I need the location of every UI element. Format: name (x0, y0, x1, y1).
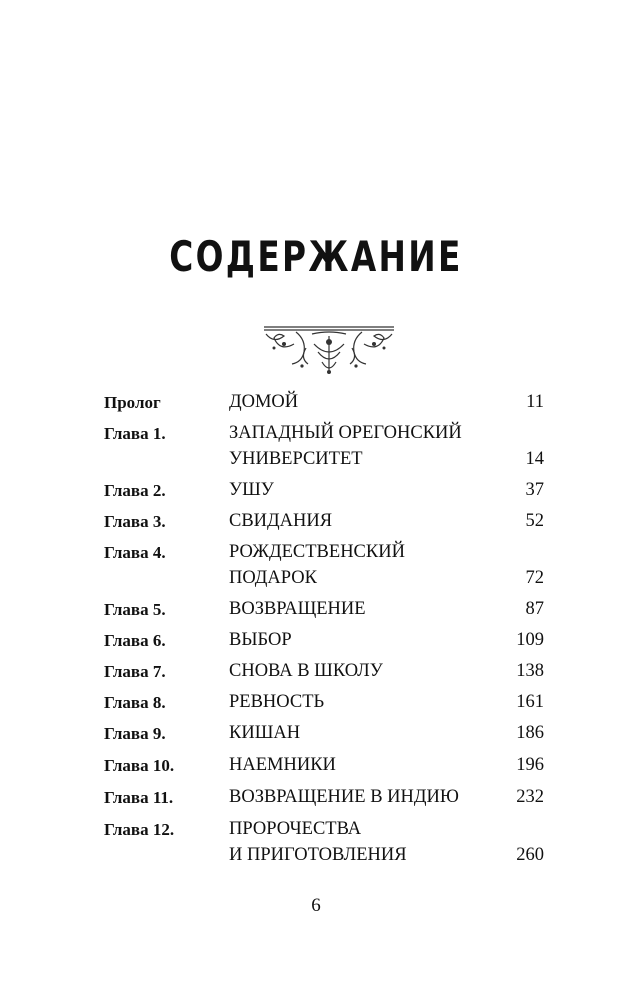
toc-entry-title: СВИДАНИЯ (229, 511, 333, 531)
toc-entry-title: КИШАН (229, 723, 301, 743)
toc-entry-page: 14 (525, 449, 544, 469)
toc-entry-page: 72 (525, 568, 544, 588)
toc-entry-page: 52 (525, 511, 544, 531)
toc-entry-page: 37 (525, 480, 544, 500)
toc-entry-label: Глава 8. (104, 693, 166, 712)
toc-entry-label: Глава 10. (104, 756, 175, 775)
toc-entry-title: ВОЗВРАЩЕНИЕ В ИНДИЮ (229, 787, 459, 807)
toc-entry-title: НАЕМНИКИ (229, 755, 336, 775)
page-number: 6 (311, 895, 321, 916)
toc-entry-title: ПРОРОЧЕСТВА (229, 819, 362, 839)
toc-entry-page: 196 (516, 755, 544, 775)
toc-entry-label: Глава 4. (104, 543, 166, 562)
toc-entry-title: ВЫБОР (229, 630, 292, 650)
toc-entry-label: Глава 7. (104, 662, 166, 681)
toc-entry-title: СНОВА В ШКОЛУ (229, 661, 383, 681)
toc-entry-title: РОЖДЕСТВЕНСКИЙ (229, 542, 405, 562)
toc-entry-page: 161 (516, 692, 544, 712)
toc-entry-label: Глава 11. (104, 788, 174, 807)
toc-entry-title: УНИВЕРСИТЕТ (229, 449, 363, 469)
toc-entry-title: ВОЗВРАЩЕНИЕ (229, 599, 366, 619)
toc-entry-label: Глава 12. (104, 820, 175, 839)
toc-entry-title: ПОДАРОК (229, 568, 317, 588)
toc-entry-label: Пролог (104, 393, 161, 412)
toc-entry-label: Глава 9. (104, 724, 166, 743)
toc-entry-page: 87 (525, 599, 544, 619)
toc-entry-label: Глава 1. (104, 424, 166, 443)
toc-entry-page: 138 (516, 661, 544, 681)
toc-entry-label: Глава 2. (104, 481, 166, 500)
page-title: СОДЕРЖАНИЕ (169, 232, 463, 281)
toc-entry-label: Глава 5. (104, 600, 166, 619)
toc-entry-title: ЗАПАДНЫЙ ОРЕГОНСКИЙ (229, 423, 462, 443)
toc-entry-page: 232 (516, 787, 544, 807)
toc-entry-page: 260 (516, 845, 544, 865)
toc-entry-title: И ПРИГОТОВЛЕНИЯ (229, 845, 407, 865)
toc-entry-title: РЕВНОСТЬ (229, 692, 325, 712)
toc-entry-label: Глава 6. (104, 631, 166, 650)
toc-entry-page: 11 (526, 392, 544, 412)
toc-entry-page: 109 (516, 630, 544, 650)
toc-entry-title: ДОМОЙ (229, 392, 299, 412)
toc-entry-title: УШУ (229, 480, 274, 500)
toc-entry-label: Глава 3. (104, 512, 166, 531)
toc-entry-page: 186 (516, 723, 544, 743)
